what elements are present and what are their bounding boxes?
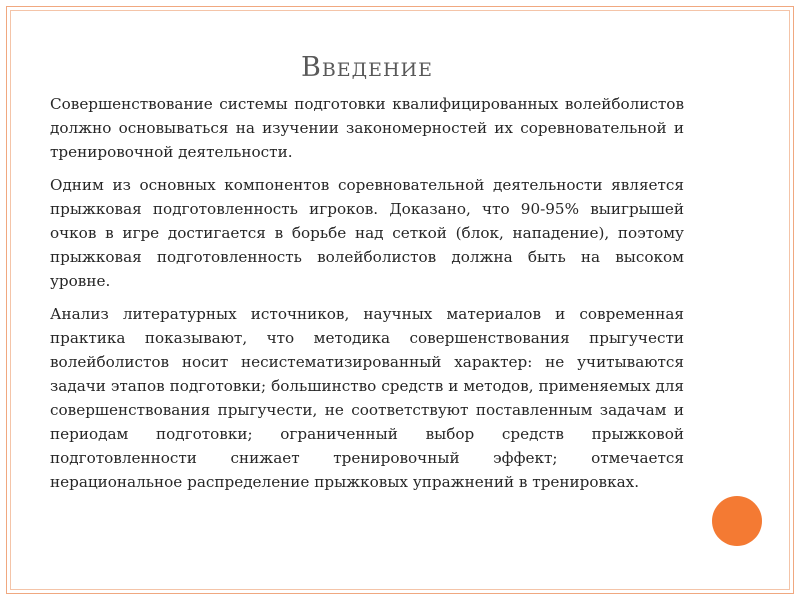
accent-circle-decoration	[712, 496, 762, 546]
paragraph-1: Совершенствование системы подготовки квалифицированных волейболистов должно основываться на изучении закономерностей их соревновательной и тренировочной деятельности.	[50, 95, 684, 161]
paragraph-2: Одним из основных компонентов соревновательной деятельности является прыжковая подготовленность игроков. Доказано, что 90-95% выигрышей очков в игре достигается в борьбе над сеткой (блок, нападение), поэтому прыжковая подготовленность волейболистов должна быть на высоком уровне.	[50, 176, 684, 290]
paragraph-3: Анализ литературных источников, научных материалов и современная практика показывают, что методика совершенствования прыгучести волейболистов носит несистематизированный характер: не учитываются задачи этапов подготовки; большинство средств и методов, применяемых для совершенствования прыгучести, не соответствуют поставленным задачам и периодам подготовки; ограниченный выбор средств прыжковой подготовленности снижает тренировочный эффект; отмечается нерациональное распределение прыжковых упражнений в тренировках.	[50, 305, 684, 491]
slide-title: Введение	[301, 52, 433, 83]
slide-body	[50, 92, 684, 503]
